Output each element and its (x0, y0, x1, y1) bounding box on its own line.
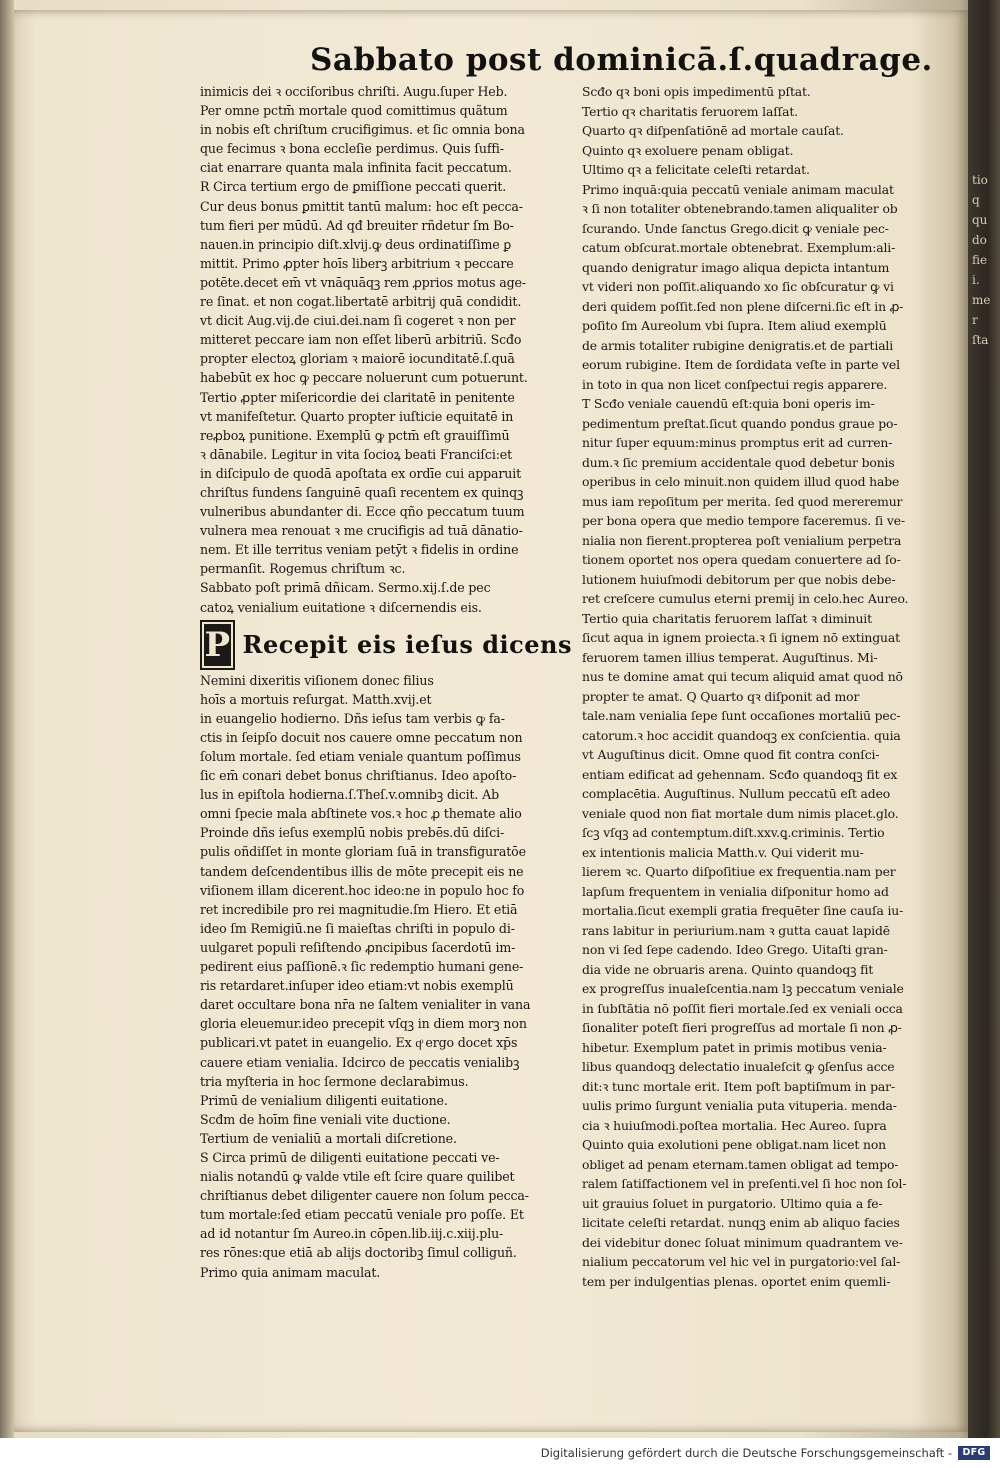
text-line: quando denigratur imago aliqua depicta intantum (582, 259, 890, 275)
running-head: Sabbato post dominicā.ſ.quadrage. (310, 42, 933, 78)
text-line: operibus in celo minuit.non quidem illud quod habe (582, 474, 900, 489)
text-line: propter electoꝝ gloriam ꝛ maiorē iocunditatē.ſ.quā (200, 351, 515, 367)
text-line: Scđm de hoīm fine veniali vite ductione. (200, 1111, 451, 1127)
text-line: cia ꝛ huiuſmodi.poſtea mortalia. Hec Aureo. ſupra (582, 1117, 887, 1133)
facing-page-edge (968, 0, 1000, 1438)
text-line: dit:ꝛ tunc mortale erit. Item poſt baptiſmum in par- (582, 1078, 895, 1094)
text-line: ralem ſatiſfactionem vel in preſenti.vel ſi hoc non ſol- (582, 1176, 907, 1191)
text-line: dei videbitur donec ſoluat minimum quadrantem ve- (582, 1234, 903, 1250)
text-line: in toto in qua non licet conſpectui regis apparere. (582, 376, 888, 392)
text-line: de armis totaliter rubigine denigratis.et de partiali (582, 337, 894, 353)
text-line: vulnera mea renouat ꝛ me crucifigis ad tuā dānatio- (200, 523, 523, 539)
text-line: nialis notandū ꝙ valde vtile eſt ſcire quare quilibet (200, 1169, 515, 1185)
text-line: lus in epiſtola hodierna.ſ.Theſ.v.omnibꝫ dicit. Ab (200, 787, 499, 803)
text-line: nauen.in principio diſt.xlvij.ꝙ deus ordinatiſſime ꝑ (200, 236, 512, 252)
text-line: Tertio qꝛ charitatis feruorem laſſat. (582, 103, 798, 119)
text-line: R Circa tertium ergo de ꝑmiſſione peccati querit. (200, 179, 507, 195)
text-line: hibetur. Exemplum patet in primis motibus venia- (582, 1039, 887, 1055)
text-line: veniale quod non fiat mortale dum nimis placet.glo. (582, 805, 899, 821)
text-line: nialia non fierent.propterea poſt venialium perpetra (582, 532, 902, 548)
text-line: ret creſcere cumulus eterni premij in celo.hec Aureo. (582, 591, 909, 606)
text-line: ꝛ ſi non totaliter obtenebrando.tamen aliqualiter ob (582, 201, 898, 216)
text-line: in diſcipulo de quodā apoſtata ex ordīe cui apparuit (200, 465, 522, 481)
text-line: Quarto qꝛ diſpenſatiōnē ad mortale cauſat. (582, 123, 844, 138)
text-line: tum fieri per mūdū. Ad qđ breuiter rñdetur ſm Bo- (200, 217, 514, 233)
text-line: lierem ꝛc. Quarto diſpoſitiue ex frequentia.nam per (582, 864, 896, 879)
right-column-text (582, 82, 942, 1291)
text-line: nialium peccatorum vel hic vel in purgatorio:vel ſal- (582, 1254, 901, 1269)
text-line: publicari.vt patet in euangelio. Ex qͦ ergo docet xp̄s (200, 1035, 518, 1051)
text-line: re ſinat. et non cogat.libertatē arbitrij quā condidit. (200, 294, 522, 310)
facing-page-text: tio q qu do fie i. me r ſta (972, 173, 991, 347)
text-line: hoīs a mortuis reſurgat. Matth.xvij.et (200, 691, 432, 707)
text-line: Nemini dixeritis viſionem donec filius (200, 672, 434, 688)
text-line: ris retardaret.inſuper ideo etiam:vt nobis exemplū (200, 978, 514, 994)
text-line: Sabbato poſt primā dñicam. Sermo.xij.ſ.de pec (200, 580, 491, 596)
text-line: viſionem illam dicerent.hoc ideo:ne in populo hoc fo (200, 882, 525, 898)
text-line: libus quandoqꝫ delectatio inualeſcit ꝙ ꝯſenſus acce (582, 1059, 895, 1074)
text-line: vt manifeſtetur. Quarto propter iuſticie equitatē in (200, 408, 514, 424)
digitization-footer (0, 1438, 1000, 1468)
text-line: Scđo qꝛ boni opis impedimentū pſtat. (582, 84, 811, 99)
dfg-logo: DFG (958, 1446, 990, 1460)
text-line: Proinde dñs ieſus exemplū nobis prebēs.dū diſci- (200, 825, 505, 841)
text-line: ſic em̄ conari debet bonus chriſtianus. Ideo apoſto- (200, 768, 517, 784)
text-line: vt Auguſtinus dicit. Omne quod fit contra conſci- (582, 747, 880, 762)
text-line: dum.ꝛ ſic premium accidentale quod debetur bonis (582, 454, 895, 470)
text-line: ſcurando. Unde ſanctus Grego.dicit ꝙ veniale pec- (582, 220, 889, 236)
text-line: ex intentionis malicia Matth.v. Qui viderit mu- (582, 844, 864, 860)
text-line: nus te domine amat qui tecum aliquid amat quod nō (582, 669, 903, 684)
text-line: ꝛ dānabile. Legitur in vita ſocioꝝ beati Franciſci:et (200, 446, 513, 462)
text-line: uit grauius ſoluet in purgatorio. Ultimo quia a fe- (582, 1195, 883, 1211)
text-line: chriſtus fundens ſanguinē quaſi recentem ex quinqꝫ (200, 484, 524, 500)
text-line: ſicut aqua in ignem proiecta.ꝛ ſi ignem nō extinguat (582, 630, 900, 645)
text-line: in ſubſtātia nō poſſit fieri mortale.ſed ex veniali occa (582, 1000, 903, 1016)
text-line: Tertium de venialiū a mortali diſcretione. (200, 1130, 457, 1146)
sermon-heading (200, 619, 572, 671)
text-line: non vi ſed ſepe cadendo. Ideo Grego. Uitaſti gran- (582, 942, 888, 957)
right-column (582, 82, 942, 1291)
text-line: tionem oportet nos opera quedam conuertere ad ſo- (582, 552, 901, 567)
left-column-text-bottom (200, 671, 572, 1282)
text-line: daret occultare bona nr̄a ne ſaltem venialiter in vana (200, 997, 531, 1013)
text-line: lapſum frequentem in venialia diſponitur homo ad (582, 883, 889, 899)
text-line: ſcꝫ vſqꝫ ad contemptum.diſt.xxv.ꝗ.criminis. Tertio (582, 825, 885, 840)
text-line: tria myſteria in hoc ſermone declarabimus. (200, 1073, 469, 1089)
text-line: Cur deus bonus ꝑmittit tantū malum: hoc eſt pecca- (200, 198, 523, 214)
footer-credit: Digitalisierung gefördert durch die Deutsche Forschungsgemeinschaft - (540, 1446, 952, 1460)
text-line: vulneribus abundanter di. Ecce qño peccatum tuum (200, 504, 525, 520)
text-line: Primo inquā:quia peccatū veniale animam maculat (582, 181, 894, 197)
text-line: per bona opera que medio tempore faceremus. ſi ve- (582, 513, 905, 528)
text-line: inimicis dei ꝛ occiſoribus chriſti. Augu.ſuper Heb. (200, 84, 508, 99)
text-line: gloria eleuemur.ideo precepit vſqꝫ in diem morꝫ non (200, 1016, 527, 1032)
text-line: catorum.ꝛ hoc accidit quandoqꝫ ex conſcientia. quia (582, 727, 901, 743)
text-line: mittit. Primo ꝓpter hoīs liberꝫ arbitrium ꝛ peccare (200, 255, 514, 271)
text-line: T Scđo veniale cauendū eſt:quia boni operis im- (582, 396, 875, 411)
text-line: ad id notantur ſm Aureo.in cōpen.lib.iij.c.xiij.plu- (200, 1226, 504, 1242)
text-line: nem. Et ille territus veniam petȳt ꝛ fidelis in ordine (200, 542, 519, 558)
text-line: eorum rubigine. Item de ſordidata veſte in parte vel (582, 357, 900, 372)
text-line: cauere etiam venialia. Idcirco de peccatis venialibꝫ (200, 1054, 520, 1070)
text-line: habebūt ex hoc ꝙ peccare noluerunt cum potuerunt. (200, 370, 528, 386)
text-line: pulis oñdiſſet in monte gloriam ſuā in transfiguratōe (200, 844, 526, 860)
text-line: mitteret peccare iam non eſſet liberū arbitriū. Scđo (200, 332, 522, 348)
text-line: reꝓboꝝ punitione. Exemplū ꝙ pctm̄ eſt grauiſſimū (200, 427, 510, 443)
text-line: que fecimus ꝛ bona eccleſie perdimus. Quis ſuffi- (200, 141, 504, 157)
text-line: catum obſcurat.mortale obtenebrat. Exemplum:ali- (582, 240, 896, 255)
page-gutter (0, 0, 14, 1438)
text-line: vt dicit Aug.vij.de ciui.dei.nam ſi cogeret ꝛ non per (200, 313, 516, 329)
text-line: permanſit. Rogemus chriſtum ꝛc. (200, 561, 406, 577)
text-line: vt videri non poſſit.aliquando xo ſic obſcuratur ꝙ vi (582, 279, 894, 294)
text-line: catoꝝ venialium euitatione ꝛ diſcernendis eis. (200, 599, 482, 615)
text-line: dia vide ne obruaris arena. Quinto quandoqꝫ fit (582, 961, 874, 977)
text-line: obliget ad penam eternam.tamen obligat ad tempo- (582, 1156, 899, 1172)
left-column (200, 82, 572, 1282)
text-line: ret incredibile pro rei magnitudie.ſm Hiero. Et etiā (200, 901, 518, 917)
text-line: rans labitur in periurium.nam ꝛ gutta cauat lapidē (582, 922, 890, 938)
text-line: mortalia.ſicut exempli gratia frequēter ſine cauſa iu- (582, 903, 904, 918)
text-line: pedirent eius paſſionē.ꝛ ſic redemptio humani gene- (200, 959, 524, 975)
text-line: uulis primo ſurgunt venialia puta vituperia. menda- (582, 1098, 897, 1113)
text-line: Ultimo qꝛ a felicitate celeſti retardat. (582, 162, 810, 177)
text-line: poſito ſm Aureolum vbi ſupra. Item aliud exemplū (582, 318, 887, 333)
text-line: chriſtianus debet diligenter cauere non ſolum pecca- (200, 1188, 529, 1204)
text-line: Quinto qꝛ exoluere penam obligat. (582, 142, 794, 158)
text-line: entiam edificat ad gehennam. Scđo quandoqꝫ fit ex (582, 766, 898, 782)
text-line: potēte.decet em̄ vt vnāquāqꝫ rem ꝓprios motus age- (200, 274, 526, 290)
sermon-headline: Recepit eis ieſus dicens (242, 630, 572, 660)
text-line: ſionaliter poteſt fieri progreſſus ad mortale ſi non ꝓ- (582, 1020, 902, 1035)
text-line: propter te amat. Q Quarto qꝛ diſponit ad mor (582, 688, 860, 704)
text-line: S Circa primū de diligenti euitatione peccati ve- (200, 1149, 500, 1165)
text-line: Primo quia animam maculat. (200, 1264, 381, 1280)
text-line: tum mortale:ſed etiam peccatū veniale pro poſſe. Et (200, 1207, 524, 1223)
text-line: Tertio ꝓpter miſericordie dei claritatē in penitente (200, 389, 515, 405)
text-line: ciat enarrare quanta mala infinita facit peccatum. (200, 160, 512, 176)
text-line: tale.nam venialia ſepe ſunt occaſiones mortaliū pec- (582, 708, 901, 723)
text-line: nitur ſuper equum:minus promptus erit ad curren- (582, 435, 893, 450)
text-line: feruorem tamen illius temperat. Auguſtinus. Mi- (582, 649, 878, 665)
text-line: uulgaret populi reſiſtendo ꝓncipibus ſacerdotū im- (200, 939, 516, 955)
text-line: pedimentum preſtat.ſicut quando pondus graue po- (582, 415, 898, 431)
text-line: tem per indulgentias plenas. oportet enim quemli- (582, 1273, 891, 1289)
text-line: Per omne pctm̄ mortale quod comittimus quãtum (200, 103, 508, 119)
text-line: res rōnes:que etiā ab alijs doctoribꝫ ſimul colliguñ. (200, 1245, 517, 1261)
text-line: licitate celeſti retardat. nunqꝫ enim ab aliquo facies (582, 1215, 900, 1230)
text-line: ſolum mortale. ſed etiam veniale quantum poſſimus (200, 749, 521, 764)
text-line: tandem deſcendentibus illis de mōte precepit eis ne (200, 863, 524, 879)
text-line: omni ſpecie mala abſtinete vos.ꝛ hoc ꝓ themate alio (200, 806, 522, 822)
decorated-initial: P (200, 620, 235, 670)
text-line: lutionem huiuſmodi debitorum per que nobis debe- (582, 571, 896, 587)
text-line: mus iam repoſitum per merita. ſed quod mereremur (582, 493, 903, 509)
text-line: ex progreſſus inualeſcentia.nam lꝫ peccatum veniale (582, 981, 904, 996)
text-line: Primū de venialium diligenti euitatione. (200, 1092, 448, 1108)
text-line: Quinto quia exolutioni pene obligat.nam licet non (582, 1137, 886, 1152)
text-line: ctis in ſeipſo docuit nos cauere omne peccatum non (200, 729, 523, 745)
text-line: in nobis eſt chriſtum crucifigimus. et ſic omnia bona (200, 122, 525, 138)
text-line: Tertio quia charitatis feruorem laſſat ꝛ diminuit (582, 610, 872, 626)
text-line: ideo ſm Remigiū.ne ſi maieſtas chriſti in populo di- (200, 920, 515, 936)
text-line: in euangelio hodierno. Dñs ieſus tam verbis ꝙ fa- (200, 710, 505, 726)
left-column-text-top (200, 82, 572, 617)
text-line: complacētia. Auguſtinus. Nullum peccatū eſt adeo (582, 786, 891, 801)
text-line: deri quidem poſſit.ſed non plene diſcerni.ſic eſt in ꝓ- (582, 298, 904, 314)
